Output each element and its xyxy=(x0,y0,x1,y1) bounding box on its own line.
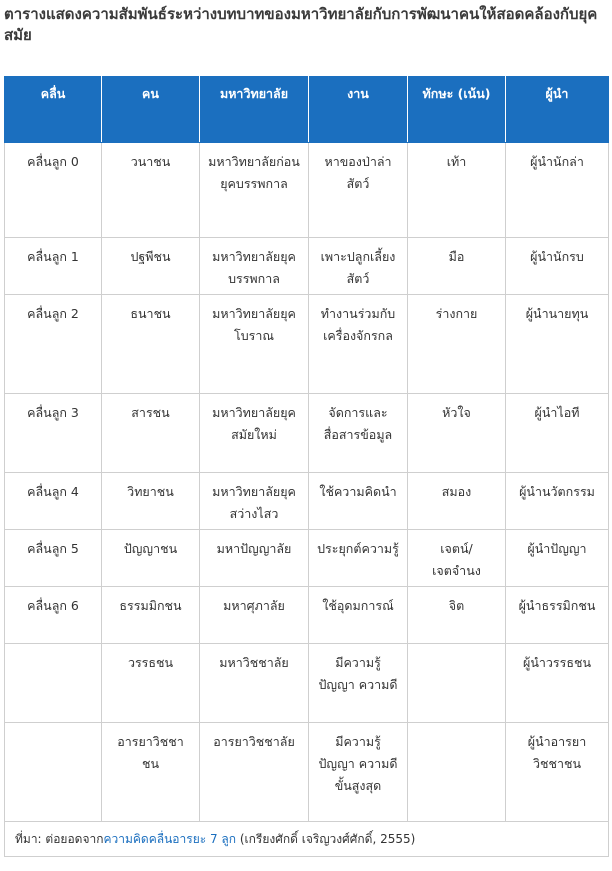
table-row xyxy=(5,473,609,530)
source-suffix: (เกรียงศักดิ์ เจริญวงศ์ศักดิ์, 2555) xyxy=(236,832,416,846)
cell-people: ปฐพีชน xyxy=(102,238,200,295)
cell-university: มหาวิทยาลัยก่อนยุคบรรพกาล xyxy=(200,143,309,238)
cell-people: วิทยาชน xyxy=(102,473,200,530)
cell-skill: เท้า xyxy=(408,143,506,238)
cell-leader: ผู้นำอารยาวิชชาชน xyxy=(506,723,609,822)
cell-people: ปัญญาชน xyxy=(102,530,200,587)
header-work: งาน xyxy=(309,77,408,143)
table-header-row xyxy=(5,77,609,143)
cell-work: มีความรู้ ปัญญา ความดี ขั้นสูงสุด xyxy=(309,723,408,822)
cell-university: มหาวิทยาลัยยุคโบราณ xyxy=(200,295,309,394)
cell-skill: สมอง xyxy=(408,473,506,530)
cell-wave: คลื่นลูก 0 xyxy=(5,143,102,238)
table-row xyxy=(5,530,609,587)
cell-work: มีความรู้ ปัญญา ความดี xyxy=(309,644,408,723)
cell-leader: ผู้นำนายทุน xyxy=(506,295,609,394)
cell-university: มหาปัญญาลัย xyxy=(200,530,309,587)
table-row xyxy=(5,238,609,295)
table-row xyxy=(5,295,609,394)
cell-work: ประยุกต์ความรู้ xyxy=(309,530,408,587)
cell-people: วนาชน xyxy=(102,143,200,238)
cell-leader: ผู้นำนักรบ xyxy=(506,238,609,295)
source-prefix: ที่มา: ต่อยอดจาก xyxy=(15,832,104,846)
cell-wave: คลื่นลูก 6 xyxy=(5,587,102,644)
cell-people: ธรรมมิกชน xyxy=(102,587,200,644)
cell-people: สารชน xyxy=(102,394,200,473)
table-row xyxy=(5,143,609,238)
cell-university: มหาวิทยาลัยยุคสว่างไสว xyxy=(200,473,309,530)
cell-leader: ผู้นำนักล่า xyxy=(506,143,609,238)
cell-work: เพาะปลูกเลี้ยงสัตว์ xyxy=(309,238,408,295)
cell-work: จัดการและสื่อสารข้อมูล xyxy=(309,394,408,473)
cell-leader: ผู้นำไอที xyxy=(506,394,609,473)
cell-leader: ผู้นำนวัตกรรม xyxy=(506,473,609,530)
source-note xyxy=(5,822,609,857)
cell-wave xyxy=(5,723,102,822)
cell-skill xyxy=(408,644,506,723)
table-row xyxy=(5,644,609,723)
cell-wave: คลื่นลูก 3 xyxy=(5,394,102,473)
cell-skill: หัวใจ xyxy=(408,394,506,473)
header-leader: ผู้นำ xyxy=(506,77,609,143)
cell-people: วรรธชน xyxy=(102,644,200,723)
cell-university: อารยาวิชชาลัย xyxy=(200,723,309,822)
cell-work: ใช้ความคิดนำ xyxy=(309,473,408,530)
cell-skill: จิต xyxy=(408,587,506,644)
cell-skill: ร่างกาย xyxy=(408,295,506,394)
cell-work: ทำงานร่วมกับเครื่องจักรกล xyxy=(309,295,408,394)
table-row xyxy=(5,394,609,473)
source-link[interactable]: ความคิดคลื่นอารยะ 7 ลูก xyxy=(103,832,237,846)
cell-wave: คลื่นลูก 5 xyxy=(5,530,102,587)
relationship-table xyxy=(4,76,609,857)
cell-wave xyxy=(5,644,102,723)
header-wave: คลื่น xyxy=(5,77,102,143)
cell-work: ใช้อุดมการณ์ xyxy=(309,587,408,644)
cell-skill: เจตน์/เจตจำนง xyxy=(408,530,506,587)
cell-leader: ผู้นำธรรมิกชน xyxy=(506,587,609,644)
cell-people: ธนาชน xyxy=(102,295,200,394)
cell-skill xyxy=(408,723,506,822)
cell-work: หาของป่าล่าสัตว์ xyxy=(309,143,408,238)
cell-wave: คลื่นลูก 1 xyxy=(5,238,102,295)
cell-university: มหาวิชชาลัย xyxy=(200,644,309,723)
cell-people: อารยาวิชชาชน xyxy=(102,723,200,822)
header-people: คน xyxy=(102,77,200,143)
table-row xyxy=(5,723,609,822)
cell-university: มหาวิทยาลัยยุคบรรพกาล xyxy=(200,238,309,295)
header-university: มหาวิทยาลัย xyxy=(200,77,309,143)
cell-university: มหาศุภาลัย xyxy=(200,587,309,644)
cell-wave: คลื่นลูก 4 xyxy=(5,473,102,530)
cell-university: มหาวิทยาลัยยุคสมัยใหม่ xyxy=(200,394,309,473)
cell-leader: ผู้นำปัญญา xyxy=(506,530,609,587)
cell-leader: ผู้นำวรรธชน xyxy=(506,644,609,723)
page-title: ตารางแสดงความสัมพันธ์ระหว่างบทบาทของมหาวิทยาลัยกับการพัฒนาคนให้สอดคล้องกับยุคสมัย xyxy=(4,5,598,44)
source-row xyxy=(5,822,609,857)
cell-wave: คลื่นลูก 2 xyxy=(5,295,102,394)
header-skill: ทักษะ (เน้น) xyxy=(408,77,506,143)
cell-skill: มือ xyxy=(408,238,506,295)
table-row xyxy=(5,587,609,644)
